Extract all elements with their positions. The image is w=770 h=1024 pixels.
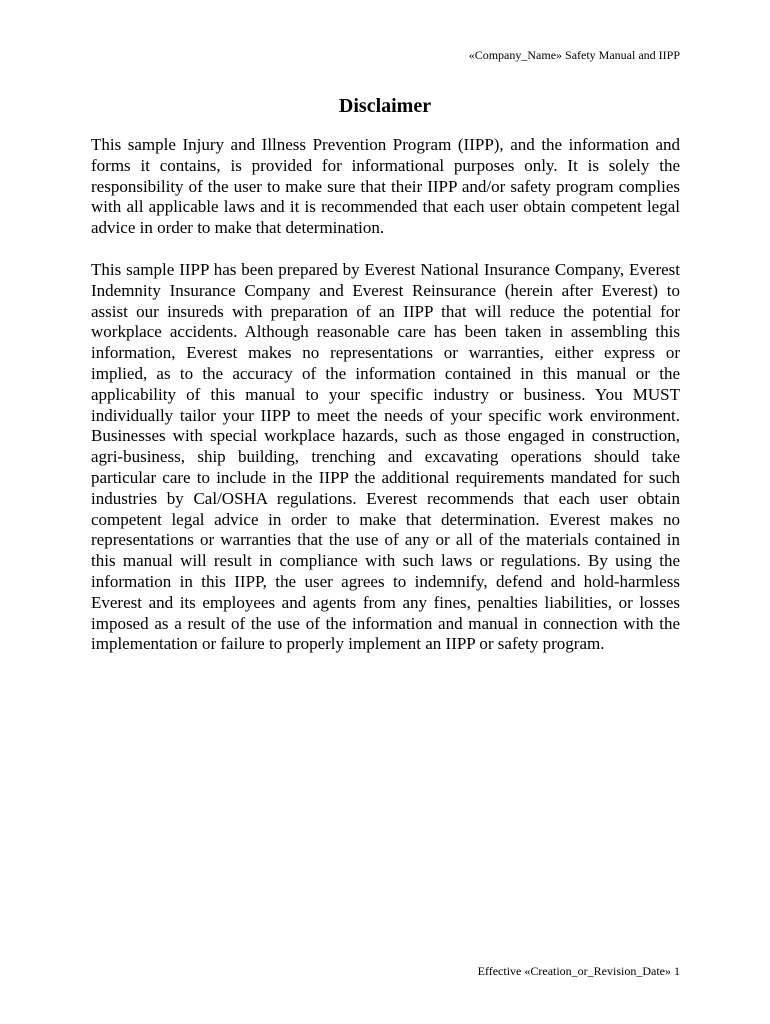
page-footer: Effective «Creation_or_Revision_Date» 1	[477, 964, 680, 978]
page-title: Disclaimer	[338, 95, 432, 117]
page-header: «Company_Name» Safety Manual and IIPP	[468, 48, 680, 62]
disclaimer-paragraph-2: This sample IIPP has been prepared by Everest National Insurance Company, Everest Indemnity Insurance Company and Everest Reinsurance (herein after Everest) to assist our insureds with preparation of an IIPP that will reduce the potential for workplace accidents. Although reasonable care has been taken in assembling this information, Everest makes no representations or warranties, either express or implied, as to the accuracy of the information contained in this manual or the applicability of this manual to your specific industry or business. You MUST individually tailor your IIPP to meet the needs of your specific work environment. Businesses with special workplace hazards, such as those engaged in construction, agri-business, ship building, trenching and excavating operations should take particular care to include in the IIPP the additional requirements mandated for such industries by Cal/OSHA regulations. Everest recommends that each user obtain competent legal advice in order to make that determination. Everest makes no representations or warranties that the use of any or all of the materials contained in this manual will result in compliance with such laws or regulations. By using the information in this IIPP, the user agrees to indemnify, defend and hold-harmless Everest and its employees and agents from any fines, penalties liabilities, or losses imposed as a result of the use of the information and manual in connection with the implementation or failure to properly implement an IIPP or safety program.	[91, 260, 680, 654]
disclaimer-paragraph-1: This sample Injury and Illness Prevention Program (IIPP), and the information and forms it contains, is provided for informational purposes only. It is solely the responsibility of the user to make sure that their IIPP and/or safety program complies with all applicable laws and it is recommended that each user obtain competent legal advice in order to make that determination.	[91, 135, 680, 238]
